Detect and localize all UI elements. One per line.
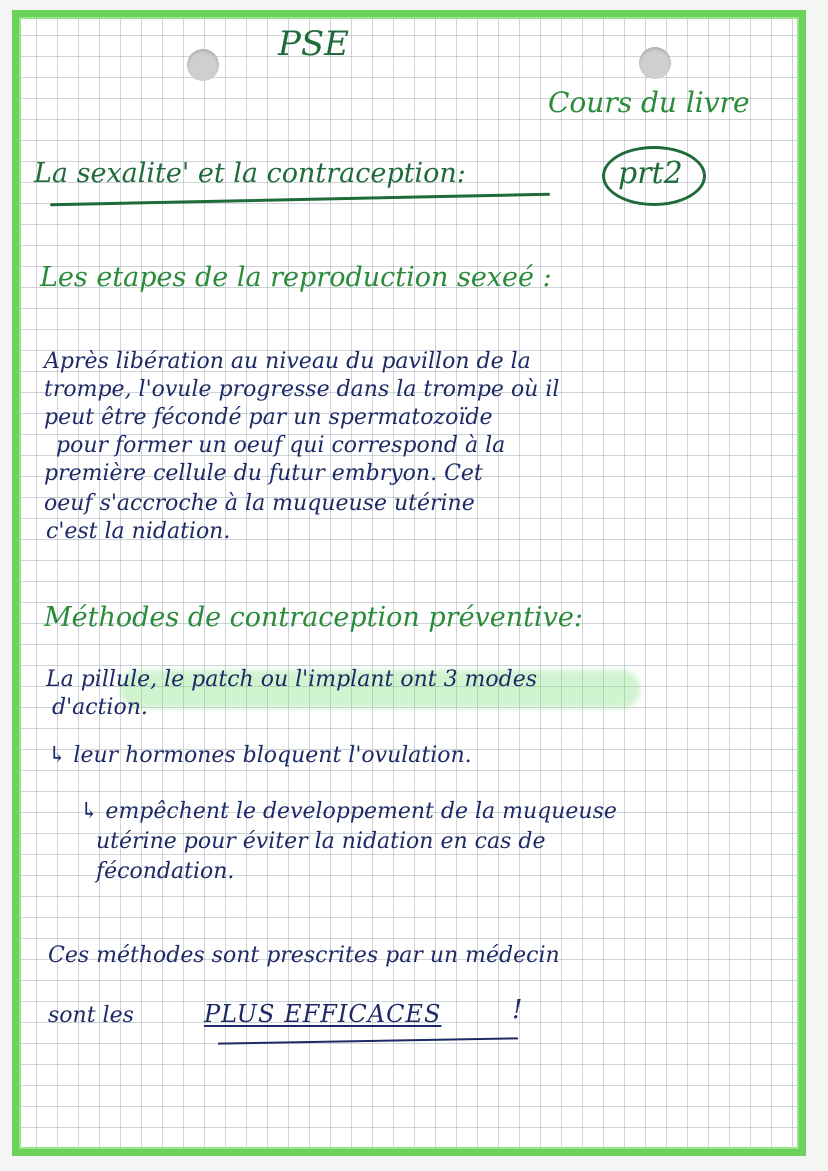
section2-heading: Méthodes de contraception préventive:	[44, 602, 583, 633]
section2-point: ↳ empêchent le developpement de la muqueuse	[80, 799, 617, 824]
section1-line: Après libération au niveau du pavillon de la	[44, 349, 531, 374]
conclusion-line: sont les	[48, 1003, 134, 1028]
section1-heading: Les etapes de la reproduction sexeé :	[40, 262, 552, 293]
conclusion-line: Ces méthodes sont prescrites par un médecin	[48, 943, 560, 968]
section2-intro-line: d'action.	[52, 695, 148, 720]
part-label: prt2	[618, 156, 683, 191]
punch-hole-left	[187, 49, 219, 81]
section2-intro-line: La pillule, le patch ou l'implant ont 3 modes	[46, 667, 538, 692]
source-note: Cours du livre	[548, 86, 750, 119]
section1-line: oeuf s'accroche à la muqueuse utérine	[44, 491, 475, 516]
subject-title: PSE	[278, 24, 349, 64]
section1-line: pour former un oeuf qui correspond à la	[56, 433, 506, 458]
section2-point: utérine pour éviter la nidation en cas de	[96, 829, 546, 854]
page-title: La sexalite' et la contraception:	[34, 158, 466, 189]
section1-line: trompe, l'ovule progresse dans la trompe où il	[44, 377, 560, 402]
section1-line: première cellule du futur embryon. Cet	[44, 461, 483, 486]
emphasis-exclamation: !	[512, 995, 523, 1025]
section1-line: peut être fécondé par un spermatozoïde	[44, 405, 493, 430]
section2-point: ↳ leur hormones bloquent l'ovulation.	[48, 743, 472, 768]
section2-point: fécondation.	[96, 859, 235, 884]
punch-hole-right	[639, 47, 671, 79]
section1-line: c'est la nidation.	[46, 519, 231, 544]
emphasis-text: PLUS EFFICACES	[204, 1000, 442, 1028]
